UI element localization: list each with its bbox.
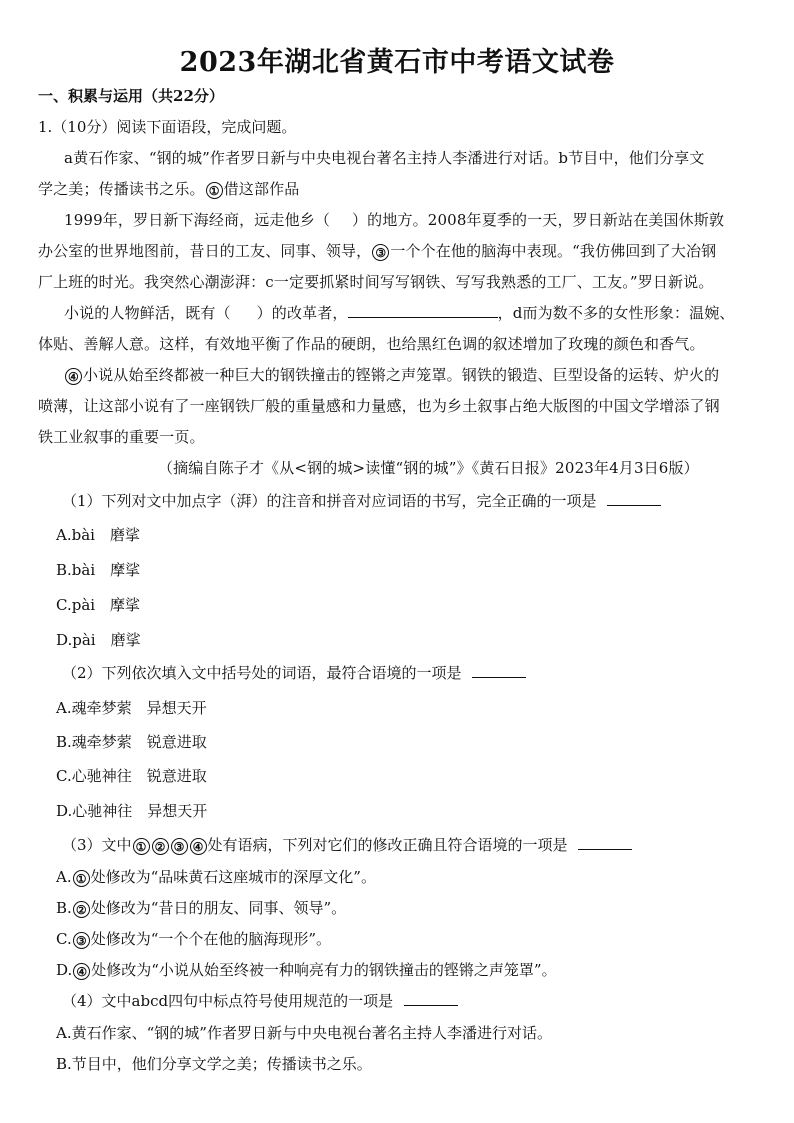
passage-text: ）的改革者， [256, 304, 348, 322]
circled-number-3: ③ [372, 244, 389, 261]
passage-line [64, 209, 724, 231]
passage-line: 铁工业叙事的重要一页。 [38, 428, 205, 446]
option-d: D.心驰神往 异想天开 [56, 802, 208, 820]
circled-number-1: ① [206, 182, 223, 199]
option-c [56, 928, 331, 950]
answer-blank[interactable] [578, 834, 632, 850]
option-text: 处修改为“小说从始至终被一种响亮有力的钢铁撞击的铿锵之声笼罩”。 [91, 961, 557, 979]
option-a: A.魂牵梦萦 异想天开 [56, 699, 207, 717]
passage-line [38, 178, 299, 200]
option-b: B.节目中，他们分享文学之美；传播读书之乐。 [56, 1055, 372, 1073]
fill-blank-line [348, 302, 498, 318]
sub-question-4 [62, 990, 458, 1012]
circled-number-1: ① [73, 870, 90, 887]
option-d: D.pài 磨挲 [56, 631, 141, 649]
option-letter: A. [56, 868, 72, 886]
passage-text: ）的地方。2008年夏季的一天，罗日新站在美国休斯敦 [352, 211, 725, 229]
passage-source: （摘编自陈子才《从<钢的城>读懂“钢的城”》《黄石日报》2023年4月3日6版） [158, 459, 699, 477]
passage-line: 厂上班的时光。我突然心潮澎湃：c一定要抓紧时间写写钢铁、写写我熟悉的工厂、工友。”罗日新说。 [38, 273, 714, 291]
passage-text: 1999年，罗日新下海经商，远走他乡（ [64, 211, 331, 229]
section-heading: 一、积累与运用（共22分） [38, 87, 224, 105]
option-c: C.心驰神往 锐意进取 [56, 767, 207, 785]
option-a: A.黄石作家、“钢的城”作者罗日新与中央电视台著名主持人李潘进行对话。 [56, 1024, 552, 1042]
sub-question-stem: （2）下列依次填入文中括号处的词语，最符合语境的一项是 [62, 664, 462, 682]
option-letter: B. [56, 899, 72, 917]
passage-line: 体贴、善解人意。这样，有效地平衡了作品的硬朗，也给黑红色调的叙述增加了玫瑰的颜色和香气。 [38, 335, 705, 353]
passage-line: a黄石作家、“钢的城”作者罗日新与中央电视台著名主持人李潘进行对话。b节目中，他们分享文 [64, 149, 705, 167]
option-d [56, 959, 557, 981]
passage-text: 借这部作品 [223, 180, 300, 198]
passage-line [64, 364, 719, 386]
passage-text: 一个个在他的脑海中表现。“我仿佛回到了大冶钢 [390, 242, 717, 260]
passage-text: 办公室的世界地图前，昔日的工友、同事、领导， [38, 242, 372, 260]
passage-line: 喷薄，让这部小说有了一座钢铁厂般的重量感和力量感，也为乡土叙事占绝大版图的中国文学增添了钢 [38, 397, 720, 415]
sub-question-stem: 处有语病，下列对它们的修改正确且符合语境的一项是 [207, 836, 568, 854]
option-b: B.魂牵梦萦 锐意进取 [56, 733, 207, 751]
sub-question-stem: （1）下列对文中加点字（湃）的注音和拼音对应词语的书写，完全正确的一项是 [62, 492, 597, 510]
answer-blank[interactable] [607, 490, 661, 506]
sub-question-3 [62, 834, 632, 856]
option-b [56, 897, 346, 919]
circled-number-4: ④ [73, 963, 90, 980]
passage-text: 小说从始至终都被一种巨大的钢铁撞击的铿锵之声笼罩。钢铁的锻造、巨型设备的运转、炉火的 [83, 366, 720, 384]
circled-number-4: ④ [190, 838, 207, 855]
option-text: 处修改为“昔日的朋友、同事、领导”。 [90, 899, 347, 917]
question-1-stem: 1.（10分）阅读下面语段，完成问题。 [38, 118, 297, 136]
answer-blank[interactable] [472, 662, 526, 678]
sub-question-2 [62, 662, 526, 684]
option-text: 处修改为“品味黄石这座城市的深厚文化”。 [90, 868, 376, 886]
option-b: B.bài 摩挲 [56, 561, 141, 579]
passage-text: ，d而为数不多的女性形象：温婉、 [497, 304, 735, 322]
option-letter: D. [56, 961, 73, 979]
option-a [56, 866, 376, 888]
answer-blank[interactable] [404, 990, 458, 1006]
option-a: A.bài 磨挲 [56, 526, 140, 544]
option-c: C.pài 摩挲 [56, 596, 141, 614]
circled-number-1: ① [133, 838, 150, 855]
sub-question-stem: （3）文中 [62, 836, 132, 854]
page-title: 2023年湖北省黄石市中考语文试卷 [179, 47, 615, 78]
option-text: 处修改为“一个个在他的脑海现形”。 [90, 930, 332, 948]
circled-number-3: ③ [171, 838, 188, 855]
passage-text: 小说的人物鲜活，既有（ [64, 304, 231, 322]
option-letter: C. [56, 930, 72, 948]
circled-number-2: ② [152, 838, 169, 855]
sub-question-stem: （4）文中abcd四句中标点符号使用规范的一项是 [62, 992, 394, 1010]
passage-line [64, 302, 735, 324]
sub-question-1 [62, 490, 661, 512]
circled-number-2: ② [73, 901, 90, 918]
circled-number-3: ③ [73, 932, 90, 949]
passage-text: 学之美；传播读书之乐。 [38, 180, 205, 198]
circled-number-4: ④ [65, 368, 82, 385]
passage-line [38, 240, 716, 262]
